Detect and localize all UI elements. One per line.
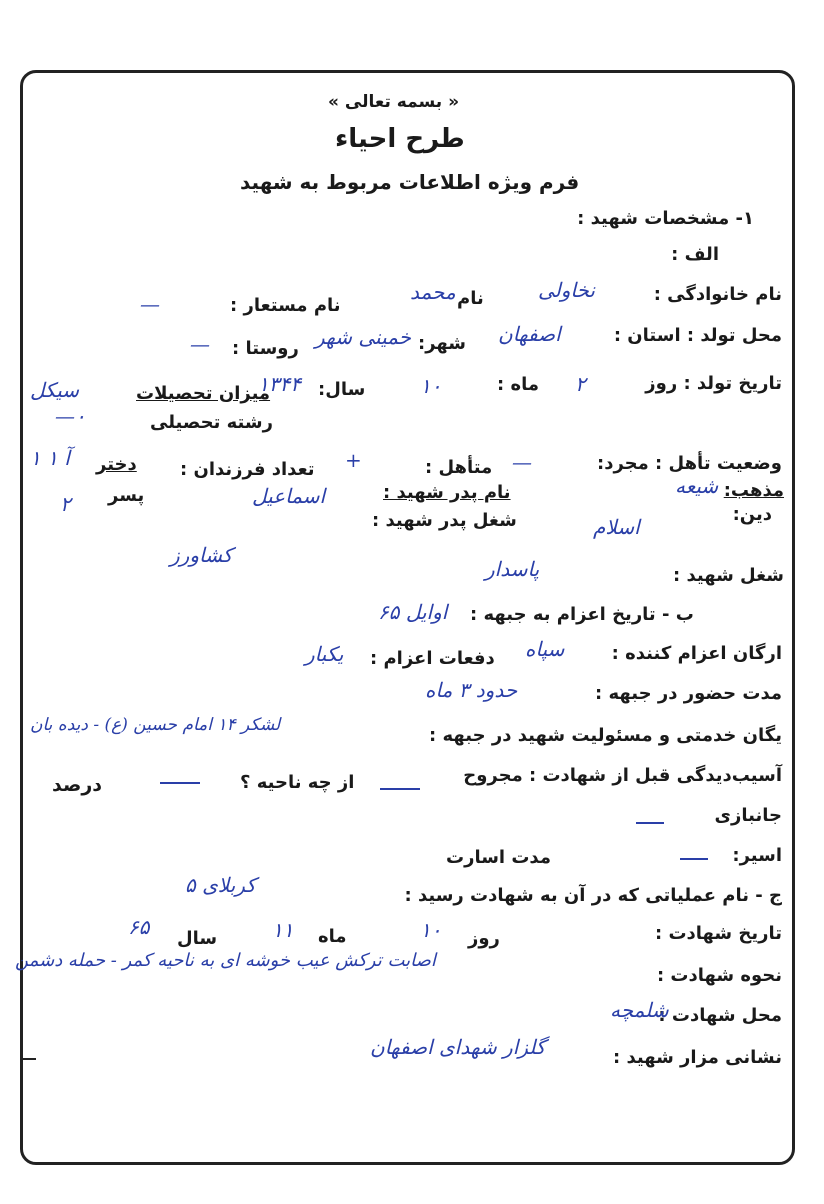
- married-value: +: [345, 448, 362, 472]
- faith-value: اسلام: [593, 515, 640, 539]
- front-duration-label: مدت حضور در جبهه :: [595, 683, 782, 704]
- religion-value: شیعه: [675, 474, 719, 498]
- martyr-job-label: شغل شهید :: [673, 565, 784, 586]
- injury-blank: [380, 788, 420, 790]
- martyr-day-label: روز: [468, 928, 500, 949]
- martyr-year-value: ۶۵: [128, 915, 150, 939]
- children-label: تعداد فرزندان :: [180, 459, 315, 480]
- birthplace-label: محل تولد : استان :: [613, 325, 782, 346]
- how-label: نحوه شهادت :: [656, 965, 782, 986]
- front-duration-value: حدود ۳ ماه: [425, 678, 518, 702]
- janbazi-blank: [636, 822, 664, 824]
- pow-label: اسیر:: [732, 845, 782, 866]
- janbazi-label: جانبازی: [714, 805, 782, 826]
- dispatch-count-value: یکبار: [305, 642, 344, 666]
- faith-label: دین:: [732, 504, 772, 525]
- margin-mark: [22, 1058, 36, 1060]
- birth-year-label: سال:: [318, 379, 366, 400]
- name-value: محمد: [410, 280, 456, 304]
- alias-value: —: [140, 292, 160, 316]
- father-job-label: شغل پدر شهید :: [372, 510, 517, 531]
- dispatch-count-label: دفعات اعزام :: [370, 648, 495, 669]
- operation-value: کربلای ۵: [185, 873, 256, 897]
- where-value: شلمچه: [610, 998, 669, 1022]
- education-value-2: —۰: [55, 404, 86, 428]
- section-heading: ۱- مشخصات شهید :: [577, 208, 754, 229]
- martyr-date-label: تاریخ شهادت :: [654, 923, 782, 944]
- unit-value: لشکر ۱۴ امام حسین (ع) - دیده بان: [30, 715, 281, 735]
- bismillah-heading: « بسمه تعالی »: [328, 92, 460, 112]
- injury-area-blank: [160, 782, 200, 784]
- field-of-study-label: رشته تحصیلی: [150, 412, 273, 433]
- alias-label: نام مستعار :: [230, 295, 341, 316]
- dispatch-date-value: اوایل ۶۵: [378, 600, 448, 624]
- dispatch-date-label: ب - تاریخ اعزام به جبهه :: [470, 604, 694, 625]
- form-subtitle: فرم ویژه اطلاعات مربوط به شهید: [240, 170, 580, 194]
- birth-month-value: ۱۰: [420, 374, 442, 398]
- city-label: شهر:: [418, 333, 466, 354]
- birthdate-label: تاریخ تولد : روز: [645, 373, 782, 394]
- where-label: محل شهادت :: [658, 1005, 782, 1026]
- daughter-label: دختر: [96, 454, 137, 475]
- children-notes: آ ۱ ۱: [30, 446, 70, 470]
- birth-day-value: ۲: [575, 372, 586, 396]
- family-label: نام خانوادگی :: [653, 284, 782, 305]
- grave-value: گلزار شهدای اصفهان: [370, 1035, 546, 1059]
- birth-year-value: ۱۳۴۴: [258, 372, 301, 396]
- dispatch-org-value: سپاه: [525, 637, 565, 661]
- form-title: طرح احیاء: [335, 124, 465, 154]
- grave-label: نشانی مزار شهید :: [612, 1047, 782, 1068]
- unit-label: یگان خدمتی و مسئولیت شهید در جبهه :: [429, 725, 782, 746]
- education-label: میزان تحصیلات: [136, 383, 271, 404]
- son-label: پسر: [108, 485, 145, 506]
- marital-label: وضعیت تأهل : مجرد:: [597, 453, 782, 474]
- city-value: خمینی شهر: [315, 325, 412, 349]
- percent-label: درصد: [52, 774, 103, 796]
- pow-blank: [680, 858, 708, 860]
- village-value: —: [190, 332, 210, 356]
- martyr-job-value: پاسدار: [485, 557, 540, 581]
- martyr-year-label: سال: [177, 928, 218, 949]
- injury-area-label: از چه ناحیه ؟: [240, 772, 355, 793]
- how-value: اصابت ترکش عیب خوشه ای به ناحیه کمر - حمله دشمن: [15, 950, 436, 971]
- father-name-label: نام پدر شهید :: [383, 482, 511, 503]
- single-value: —: [512, 450, 532, 474]
- education-value: سیکل: [30, 378, 79, 402]
- subsection-alef: الف :: [671, 244, 719, 265]
- married-label: متأهل :: [425, 457, 493, 478]
- martyr-month-value: ۱۱: [272, 918, 294, 942]
- village-label: روستا :: [232, 338, 299, 359]
- martyr-day-value: ۱۰: [420, 918, 442, 942]
- province-value: اصفهان: [498, 322, 561, 346]
- pow-duration-label: مدت اسارت: [446, 847, 551, 868]
- father-job-value: کشاورز: [170, 543, 233, 567]
- dispatch-org-label: ارگان اعزام کننده :: [611, 643, 782, 664]
- father-name-value: اسماعیل: [252, 484, 326, 508]
- religion-label: مذهب:: [723, 480, 784, 501]
- birth-month-label: ماه :: [497, 374, 539, 395]
- injury-label: آسیب‌دیدگی قبل از شهادت : مجروح: [463, 765, 782, 786]
- son-value: ۲: [60, 492, 71, 516]
- operation-label: ج - نام عملیاتی که در آن به شهادت رسید :: [404, 885, 782, 906]
- martyr-month-label: ماه: [318, 926, 347, 947]
- family-value: نخاولی: [538, 278, 595, 302]
- name-label: نام: [457, 288, 484, 309]
